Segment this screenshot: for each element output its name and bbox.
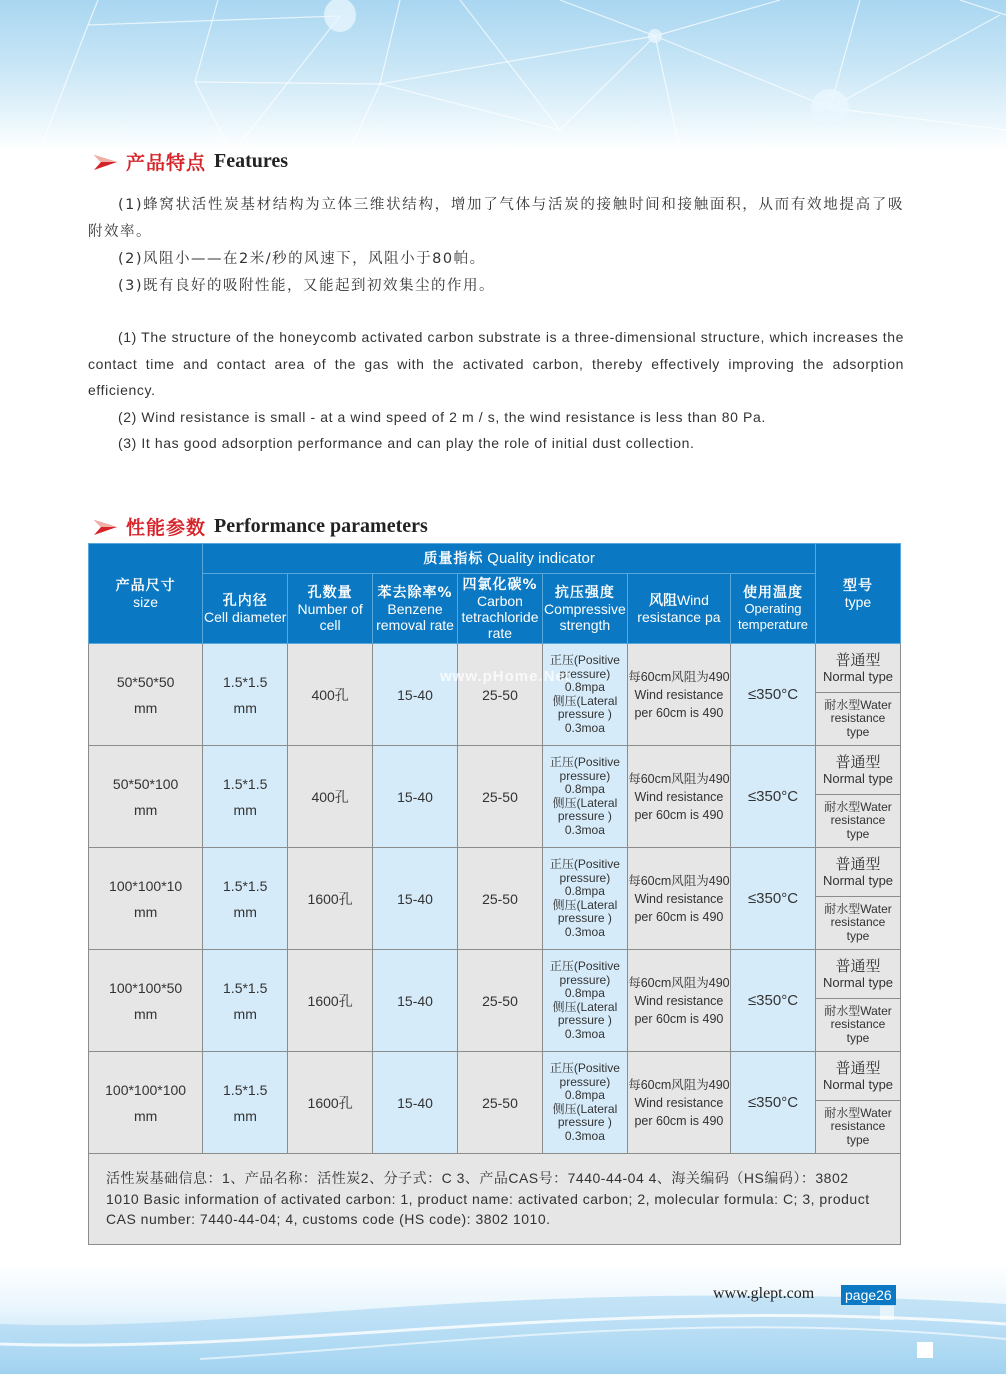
table-body (89, 644, 901, 1154)
cell-line: 侧压(Lateral (552, 1101, 618, 1116)
cell-line: 正压(Positive (549, 959, 620, 973)
cell-line: 每60cm风阻为490 (628, 771, 730, 786)
type-water-resistant (816, 1101, 900, 1153)
cell-wind (627, 848, 730, 950)
header-col-zh: 孔内径 (222, 592, 268, 609)
cell-temp: ≤350°C (730, 1052, 815, 1154)
header-carbon-tetrachloride (458, 574, 543, 644)
features-title-en: Features (214, 150, 289, 172)
cell-ccl4: 25-50 (458, 644, 543, 746)
cell-size (89, 746, 203, 848)
header-type-zh: 型号 (842, 577, 873, 594)
feature-zh-item: (1)蜂窝状活性炭基材结构为立体三维状结构，增加了气体与活炭的接触时间和接触面积，从而有效地提高了吸附效率。 (88, 197, 904, 240)
type-normal-zh: 普通型 (835, 753, 881, 771)
table-row (89, 950, 901, 1052)
watermark: www.pHome.Net (440, 668, 571, 685)
type-normal (816, 848, 900, 897)
cell-line: pressure ) (557, 809, 612, 823)
header-number-of-cell (288, 574, 373, 644)
cell-line: 正压(Positive (549, 1061, 620, 1075)
cell-line: mm (133, 801, 158, 818)
type-normal-en: Normal type (822, 873, 894, 888)
cell-line: 1.5*1.5 (223, 979, 268, 996)
cell-line: mm (233, 1005, 257, 1022)
cell-line: 1.5*1.5 (223, 1081, 268, 1098)
cell-line: Wind resistance (634, 789, 724, 804)
network-pattern-decoration (0, 0, 1006, 150)
header-quality-zh: 质量指标 (423, 551, 484, 567)
cell-line: 0.8mpa (564, 884, 605, 898)
cell-size (89, 1052, 203, 1154)
cell-type (815, 746, 900, 848)
cell-line: mm (233, 699, 257, 716)
header-col-en: Number of cell (297, 600, 363, 633)
header-col-zh: 风阻 (648, 593, 677, 609)
cell-line: 正压(Positive (549, 755, 620, 769)
cell-line: 耐水型Water (824, 1003, 892, 1018)
cell-line: type (846, 1132, 870, 1147)
cell-line: 正压(Positive (549, 857, 620, 871)
footer-website-link[interactable]: www.glept.com (713, 1285, 815, 1302)
header-wind-resistance (627, 574, 730, 644)
type-normal-zh: 普通型 (835, 957, 881, 975)
type-normal (816, 746, 900, 795)
cell-line: resistance (830, 915, 886, 930)
cell-line: mm (133, 1107, 158, 1124)
cell-wind (627, 746, 730, 848)
cell-strength (542, 746, 627, 848)
header-col-en: Operating temperature (737, 600, 809, 632)
cell-line: Wind resistance (634, 1095, 724, 1110)
cell-line: 1.5*1.5 (223, 877, 268, 894)
performance-title-zh: 性能参数 (126, 517, 207, 539)
table-row (89, 1052, 901, 1154)
cell-benzene: 15-40 (373, 644, 458, 746)
cell-line: 侧压(Lateral (552, 693, 618, 708)
cell-line: per 60cm is 490 (634, 909, 724, 924)
type-normal-en: Normal type (822, 975, 894, 990)
cell-line: resistance (830, 813, 886, 828)
cell-strength (542, 1052, 627, 1154)
header-col-en: Compressive strength (544, 600, 626, 633)
cell-type (815, 1052, 900, 1154)
type-normal-zh: 普通型 (835, 855, 881, 873)
header-col-zh: 孔数量 (307, 584, 353, 601)
table-row (89, 746, 901, 848)
cell-line: per 60cm is 490 (634, 1011, 724, 1026)
cell-line: pressure) (559, 768, 611, 783)
cell-benzene: 15-40 (373, 848, 458, 950)
cell-size (89, 644, 203, 746)
cell-line: pressure) (559, 972, 611, 987)
header-col-en: Carbon tetrachloride rate (461, 592, 539, 641)
cell-line: per 60cm is 490 (634, 705, 724, 720)
cell-line: 每60cm风阻为490 (628, 669, 730, 684)
cell-line: 0.3moa (564, 924, 605, 939)
cell-temp: ≤350°C (730, 950, 815, 1052)
cell-line: resistance (830, 711, 886, 726)
cell-temp: ≤350°C (730, 746, 815, 848)
arrow-bullet-icon (92, 518, 118, 536)
cell-benzene: 15-40 (373, 746, 458, 848)
type-normal-en: Normal type (822, 771, 894, 786)
performance-title-en: Performance parameters (214, 515, 428, 537)
cell-ccl4: 25-50 (458, 950, 543, 1052)
cell-diameter (203, 848, 288, 950)
features-title-zh: 产品特点 (126, 152, 207, 174)
square-decoration (917, 1342, 933, 1358)
table-footnote: 活性炭基础信息：1、产品名称：活性炭2、分子式：C 3、产品CAS号：7440-44-04 4、海关编码（HS编码）：3802 1010 Basic information of activated carbon: 1, product name: activated carbon; 2, molecular formula: C; 3, product CAS number: 7440-44-04; 4, customs code (HS code): 3802 1010. (89, 1154, 901, 1245)
cell-strength (542, 950, 627, 1052)
cell-line: 正压(Positive (549, 653, 620, 667)
wave-decoration (0, 1264, 1006, 1374)
type-normal (816, 644, 900, 693)
cell-size (89, 848, 203, 950)
cell-line: 耐水型Water (824, 799, 892, 814)
header-col-zh: 四氯化碳% (462, 576, 538, 593)
cell-temp: ≤350°C (730, 644, 815, 746)
cell-line: 耐水型Water (824, 901, 892, 916)
cell-line: resistance (830, 1017, 886, 1032)
cell-line: 耐水型Water (824, 697, 892, 712)
feature-en-item: (3) It has good adsorption performance and can play the role of initial dust collection. (118, 435, 695, 451)
cell-line: 1.5*1.5 (223, 775, 268, 792)
cell-line: pressure ) (557, 911, 612, 925)
cell-line: pressure ) (557, 1115, 612, 1129)
cell-line: 50*50*100 (112, 775, 179, 792)
cell-strength (542, 848, 627, 950)
cell-line: mm (233, 903, 257, 920)
cell-line: 1.5*1.5 (223, 673, 268, 690)
cell-line: 0.8mpa (564, 680, 605, 694)
feature-zh-item: (2)风阻小——在2米/秒的风速下，风阻小于80帕。 (118, 251, 486, 267)
feature-zh-item: (3)既有良好的吸附性能，又能起到初效集尘的作用。 (118, 278, 496, 294)
features-en-list (88, 324, 904, 457)
cell-line: 每60cm风阻为490 (628, 873, 730, 888)
cell-line: 每60cm风阻为490 (628, 975, 730, 990)
type-normal-en: Normal type (822, 1077, 894, 1092)
cell-line: per 60cm is 490 (634, 1113, 724, 1128)
header-operating-temperature (730, 574, 815, 644)
cell-benzene: 15-40 (373, 950, 458, 1052)
features-zh-list (88, 192, 904, 300)
cell-line: 侧压(Lateral (552, 795, 618, 810)
header-quality-en: Quality indicator (487, 550, 595, 567)
cell-line: Wind resistance (634, 993, 724, 1008)
cell-line: 100*100*100 (105, 1081, 187, 1098)
cell-temp: ≤350°C (730, 848, 815, 950)
cell-type (815, 848, 900, 950)
performance-table (88, 543, 901, 1245)
cell-count: 400孔 (288, 746, 373, 848)
page-number-badge: page26 (841, 1285, 896, 1305)
table-row (89, 644, 901, 746)
cell-line: 0.3moa (564, 822, 605, 837)
cell-line: 侧压(Lateral (552, 897, 618, 912)
header-type (815, 544, 900, 644)
cell-line: type (846, 724, 870, 739)
cell-line: pressure) (559, 870, 611, 885)
cell-line: 每60cm风阻为490 (628, 1077, 730, 1092)
cell-ccl4: 25-50 (458, 746, 543, 848)
cell-wind (627, 950, 730, 1052)
header-quality-indicator (203, 544, 816, 574)
header-size (89, 544, 203, 644)
cell-strength (542, 644, 627, 746)
type-normal (816, 1052, 900, 1101)
type-water-resistant (816, 693, 900, 745)
arrow-bullet-icon (92, 153, 118, 171)
cell-line: 0.8mpa (564, 1088, 605, 1102)
cell-ccl4: 25-50 (458, 1052, 543, 1154)
header-size-en: size (133, 593, 159, 610)
header-col-zh: 苯去除率% (377, 584, 453, 601)
cell-count: 1600孔 (288, 848, 373, 950)
cell-line: mm (133, 1005, 158, 1022)
header-col-en: Benzene removal rate (376, 600, 454, 633)
cell-count: 400孔 (288, 644, 373, 746)
cell-line: mm (233, 801, 257, 818)
header-cell-diameter (203, 574, 288, 644)
cell-line: mm (133, 699, 158, 716)
header-col-en: Wind resistance pa (637, 592, 721, 625)
type-water-resistant (816, 999, 900, 1051)
header-size-zh: 产品尺寸 (115, 577, 176, 594)
features-section-title (92, 148, 288, 175)
table-row (89, 848, 901, 950)
cell-line: 0.3moa (564, 720, 605, 735)
type-water-resistant (816, 795, 900, 847)
cell-line: 0.3moa (564, 1026, 605, 1041)
header-col-zh: 抗压强度 (554, 584, 615, 601)
header-type-en: type (844, 593, 872, 610)
cell-line: per 60cm is 490 (634, 807, 724, 822)
cell-benzene: 15-40 (373, 1052, 458, 1154)
cell-line: pressure) (559, 1074, 611, 1089)
cell-diameter (203, 644, 288, 746)
type-normal-zh: 普通型 (835, 651, 881, 669)
cell-type (815, 644, 900, 746)
cell-wind (627, 1052, 730, 1154)
cell-line: mm (233, 1107, 257, 1124)
cell-line: 耐水型Water (824, 1105, 892, 1120)
cell-line: pressure ) (557, 1013, 612, 1027)
cell-line: 100*100*50 (109, 979, 183, 996)
cell-size (89, 950, 203, 1052)
cell-line: type (846, 1030, 870, 1045)
cell-count: 1600孔 (288, 950, 373, 1052)
cell-line: 侧压(Lateral (552, 999, 618, 1014)
cell-line: type (846, 928, 870, 943)
header-col-en: Cell diameter (203, 608, 287, 625)
cell-diameter (203, 746, 288, 848)
cell-line: mm (133, 903, 158, 920)
cell-diameter (203, 1052, 288, 1154)
cell-line: 50*50*50 (116, 673, 175, 690)
cell-line: 100*100*10 (109, 877, 183, 894)
footer-background (0, 1264, 1006, 1374)
header-benzene-removal (373, 574, 458, 644)
cell-type (815, 950, 900, 1052)
header-col-zh: 使用温度 (742, 584, 803, 601)
cell-line: pressure ) (557, 707, 612, 721)
cell-line: resistance (830, 1119, 886, 1134)
cell-line: 0.8mpa (564, 782, 605, 796)
cell-line: Wind resistance (634, 687, 724, 702)
type-normal-zh: 普通型 (835, 1059, 881, 1077)
type-normal (816, 950, 900, 999)
performance-section-title (92, 513, 428, 540)
feature-en-item: (1) The structure of the honeycomb activated carbon substrate is a three-dimensional structure, which increases the contact time and contact area of the gas with the activated carbon, thereby effectively improving the adsorption efficiency. (88, 329, 904, 398)
cell-ccl4: 25-50 (458, 848, 543, 950)
feature-en-item: (2) Wind resistance is small - at a wind speed of 2 m / s, the wind resistance is less than 80 Pa. (118, 408, 766, 425)
cell-line: pressure) (559, 666, 611, 681)
header-background (0, 0, 1006, 150)
cell-diameter (203, 950, 288, 1052)
header-compressive-strength (542, 574, 627, 644)
cell-count: 1600孔 (288, 1052, 373, 1154)
cell-line: 0.8mpa (564, 986, 605, 1000)
cell-line: 0.3moa (564, 1128, 605, 1143)
type-water-resistant (816, 897, 900, 949)
cell-line: Wind resistance (634, 891, 724, 906)
cell-line: type (846, 826, 870, 841)
cell-wind (627, 644, 730, 746)
type-normal-en: Normal type (822, 669, 894, 684)
